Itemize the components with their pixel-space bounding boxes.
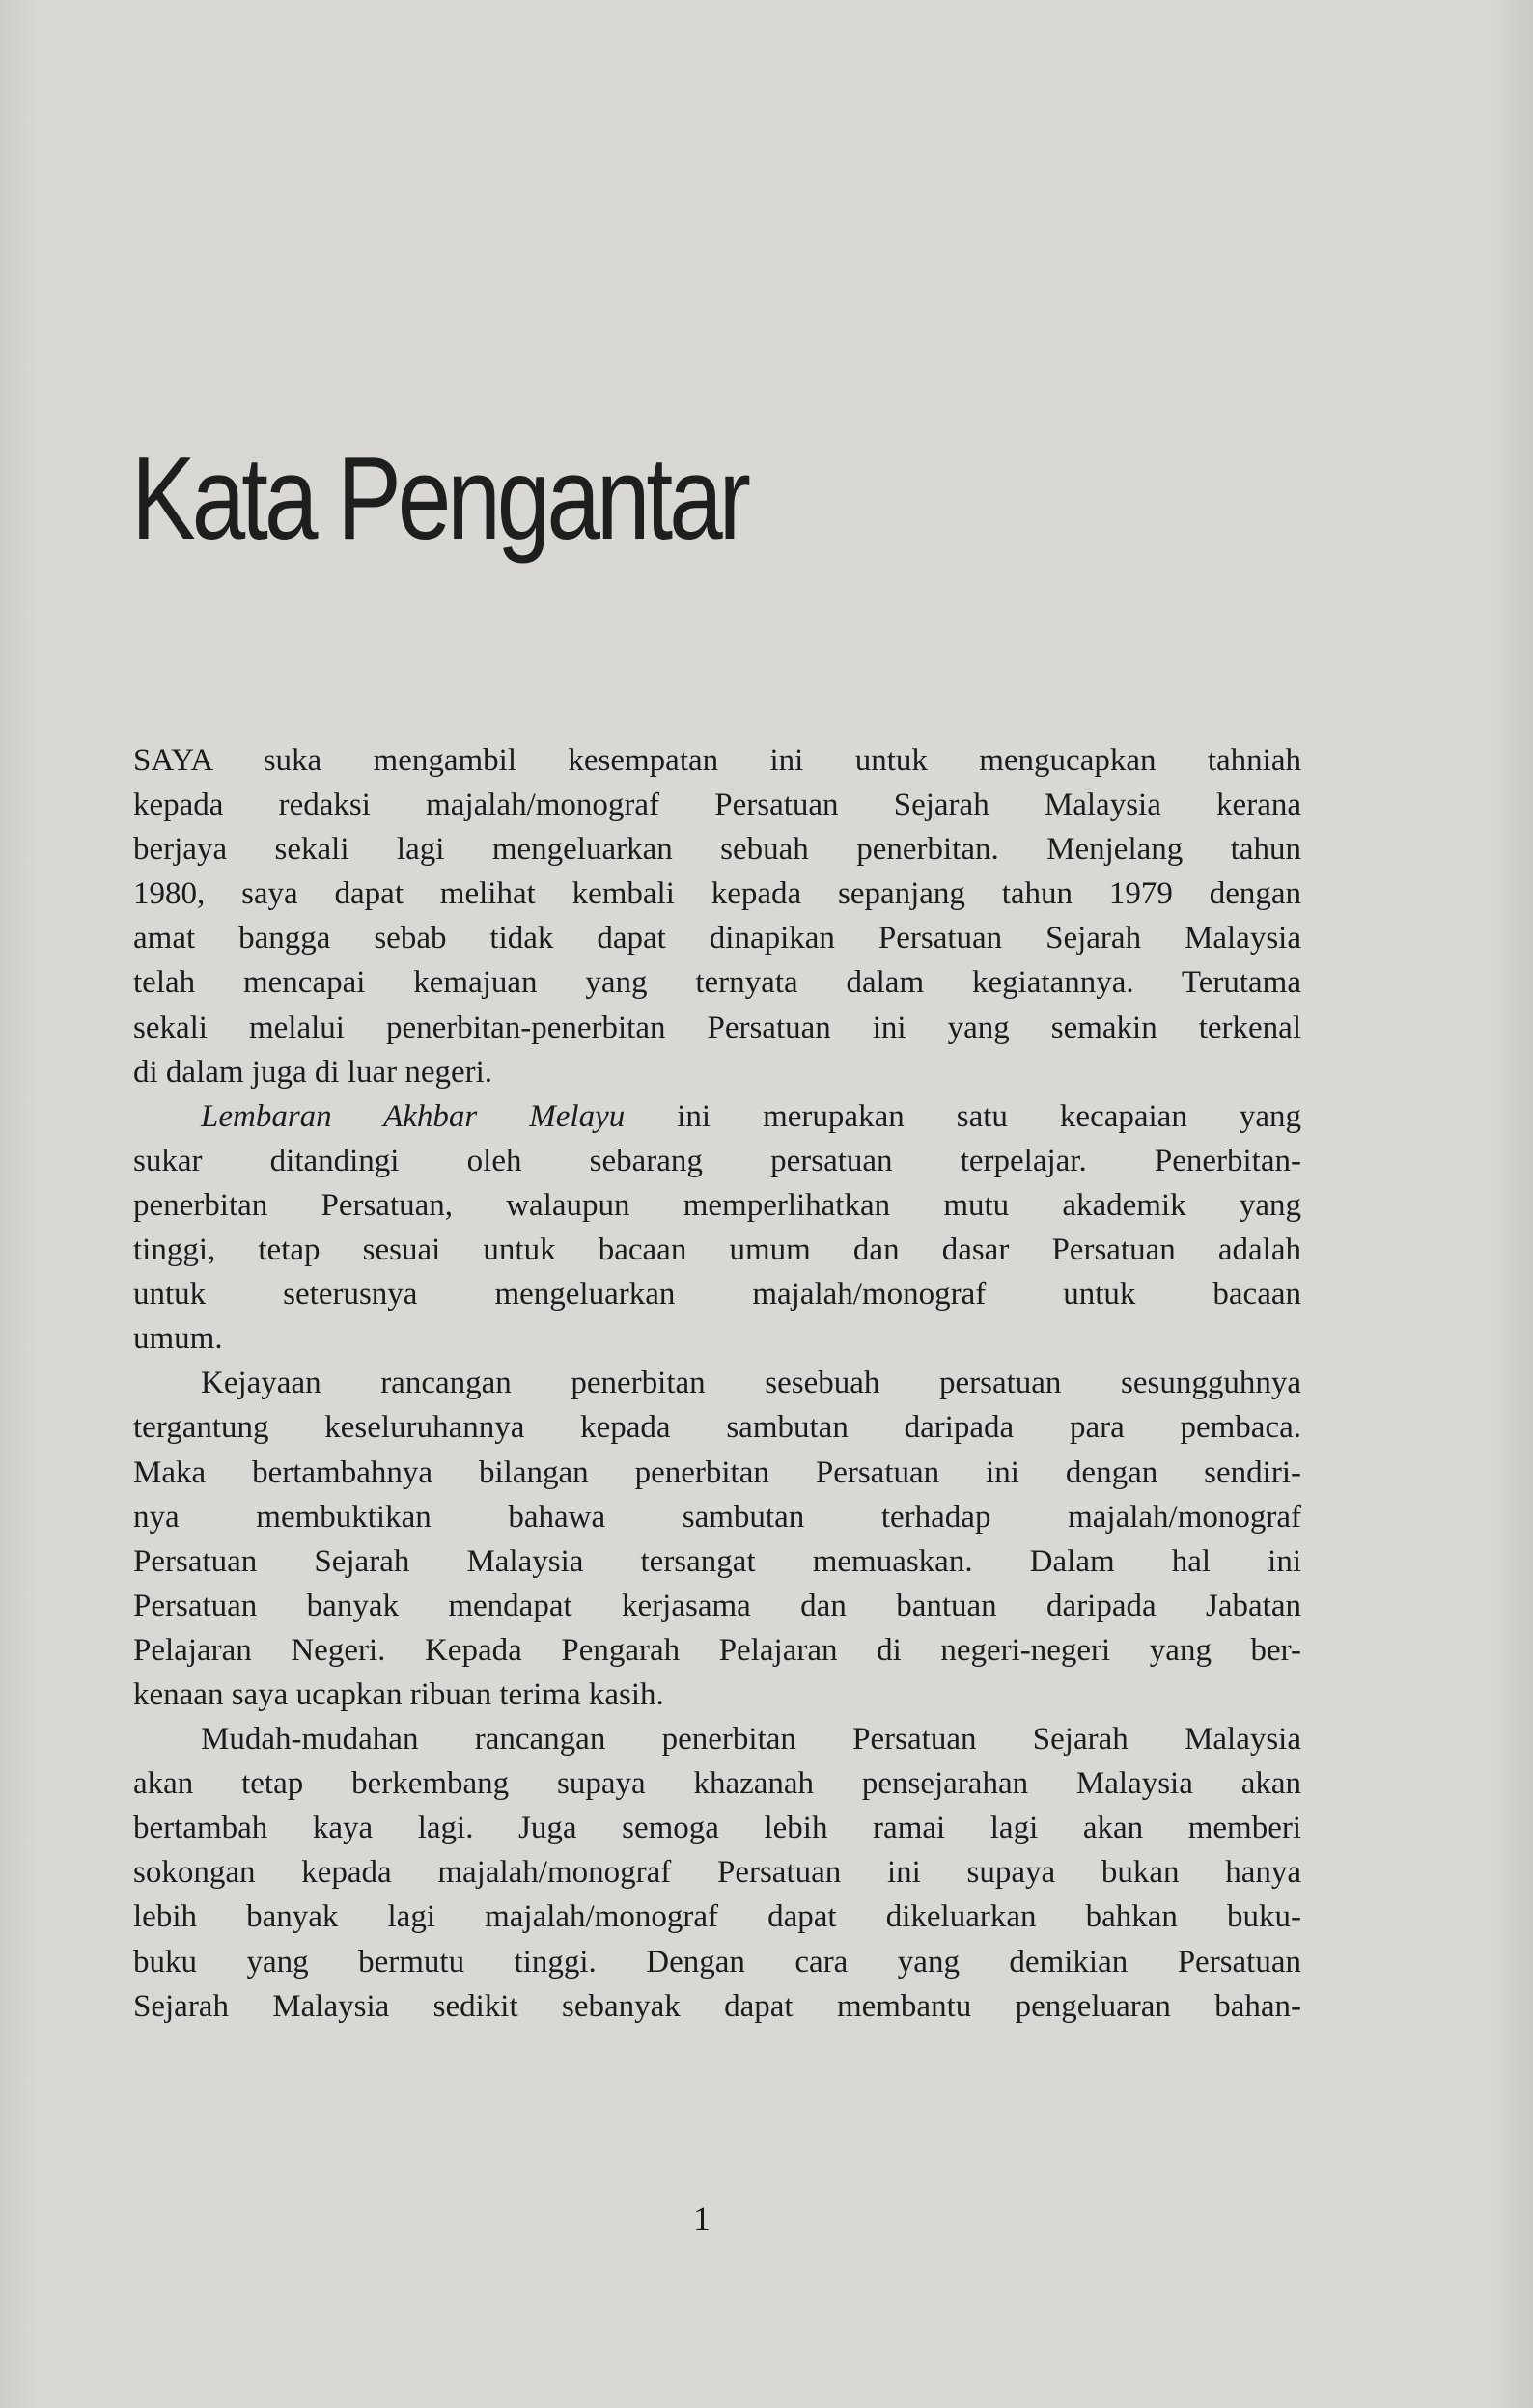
- text-line: di dalam juga di luar negeri.: [133, 1054, 493, 1090]
- text-line: Persatuan Sejarah Malaysia tersangat memuaskan. Dalam hal ini: [133, 1543, 1301, 1579]
- text-line: amat bangga sebab tidak dapat dinapikan Persatuan Sejarah Malaysia: [133, 921, 1301, 956]
- text-line: telah mencapai kemajuan yang ternyata dalam kegiatannya. Terutama: [133, 965, 1301, 1001]
- text-line: Pelajaran Negeri. Kepada Pengarah Pelajaran di negeri-negeri yang ber-: [133, 1632, 1301, 1668]
- publication-title: Lembaran Akhbar Melayu: [201, 1098, 626, 1134]
- text-fragment: ini merupakan satu kecapaian yang: [625, 1098, 1301, 1134]
- body-text: [133, 738, 1301, 2029]
- text-line: buku yang bermutu tinggi. Dengan cara yang demikian Persatuan: [133, 1944, 1301, 1979]
- text-line: sukar ditandingi oleh sebarang persatuan terpelajar. Penerbitan-: [133, 1143, 1301, 1178]
- text-line: berjaya sekali lagi mengeluarkan sebuah penerbitan. Menjelang tahun: [133, 832, 1301, 868]
- text-line: akan tetap berkembang supaya khazanah pensejarahan Malaysia akan: [133, 1766, 1301, 1802]
- text-line: tergantung keseluruhannya kepada sambutan daripada para pembaca.: [133, 1410, 1301, 1446]
- text-line: umum.: [133, 1321, 223, 1357]
- text-line: [133, 1094, 1301, 1139]
- text-line: SAYA suka mengambil kesempatan ini untuk mengucapkan tahniah: [133, 743, 1301, 778]
- text-line: kepada redaksi majalah/monograf Persatuan Sejarah Malaysia kerana: [133, 788, 1301, 823]
- text-line: tinggi, tetap sesuai untuk bacaan umum dan dasar Persatuan adalah: [133, 1232, 1301, 1268]
- text-line: 1980, saya dapat melihat kembali kepada sepanjang tahun 1979 dengan: [133, 876, 1301, 912]
- text-line: nya membuktikan bahawa sambutan terhadap majalah/monograf: [133, 1499, 1301, 1535]
- text-line: Mudah-mudahan rancangan penerbitan Persatuan Sejarah Malaysia: [201, 1722, 1301, 1758]
- text-line: Maka bertambahnya bilangan penerbitan Persatuan ini dengan sendiri-: [133, 1454, 1301, 1490]
- page-title: Kata Pengantar: [131, 432, 747, 564]
- text-line: penerbitan Persatuan, walaupun memperlihatkan mutu akademik yang: [133, 1187, 1301, 1223]
- text-line: Kejayaan rancangan penerbitan sesebuah persatuan sesungguhnya: [201, 1366, 1301, 1401]
- text-line: Persatuan banyak mendapat kerjasama dan bantuan daripada Jabatan: [133, 1588, 1301, 1623]
- text-line: sokongan kepada majalah/monograf Persatuan ini supaya bukan hanya: [133, 1855, 1301, 1891]
- text-line: kenaan saya ucapkan ribuan terima kasih.: [133, 1676, 664, 1712]
- text-line: bertambah kaya lagi. Juga semoga lebih ramai lagi akan memberi: [133, 1811, 1301, 1846]
- text-line: sekali melalui penerbitan-penerbitan Persatuan ini yang semakin terkenal: [133, 1010, 1301, 1045]
- page-number: 1: [693, 2200, 711, 2238]
- text-line: untuk seterusnya mengeluarkan majalah/monograf untuk bacaan: [133, 1277, 1301, 1313]
- text-line: Sejarah Malaysia sedikit sebanyak dapat membantu pengeluaran bahan-: [133, 1988, 1301, 2024]
- text-line: lebih banyak lagi majalah/monograf dapat dikeluarkan bahkan buku-: [133, 1899, 1301, 1935]
